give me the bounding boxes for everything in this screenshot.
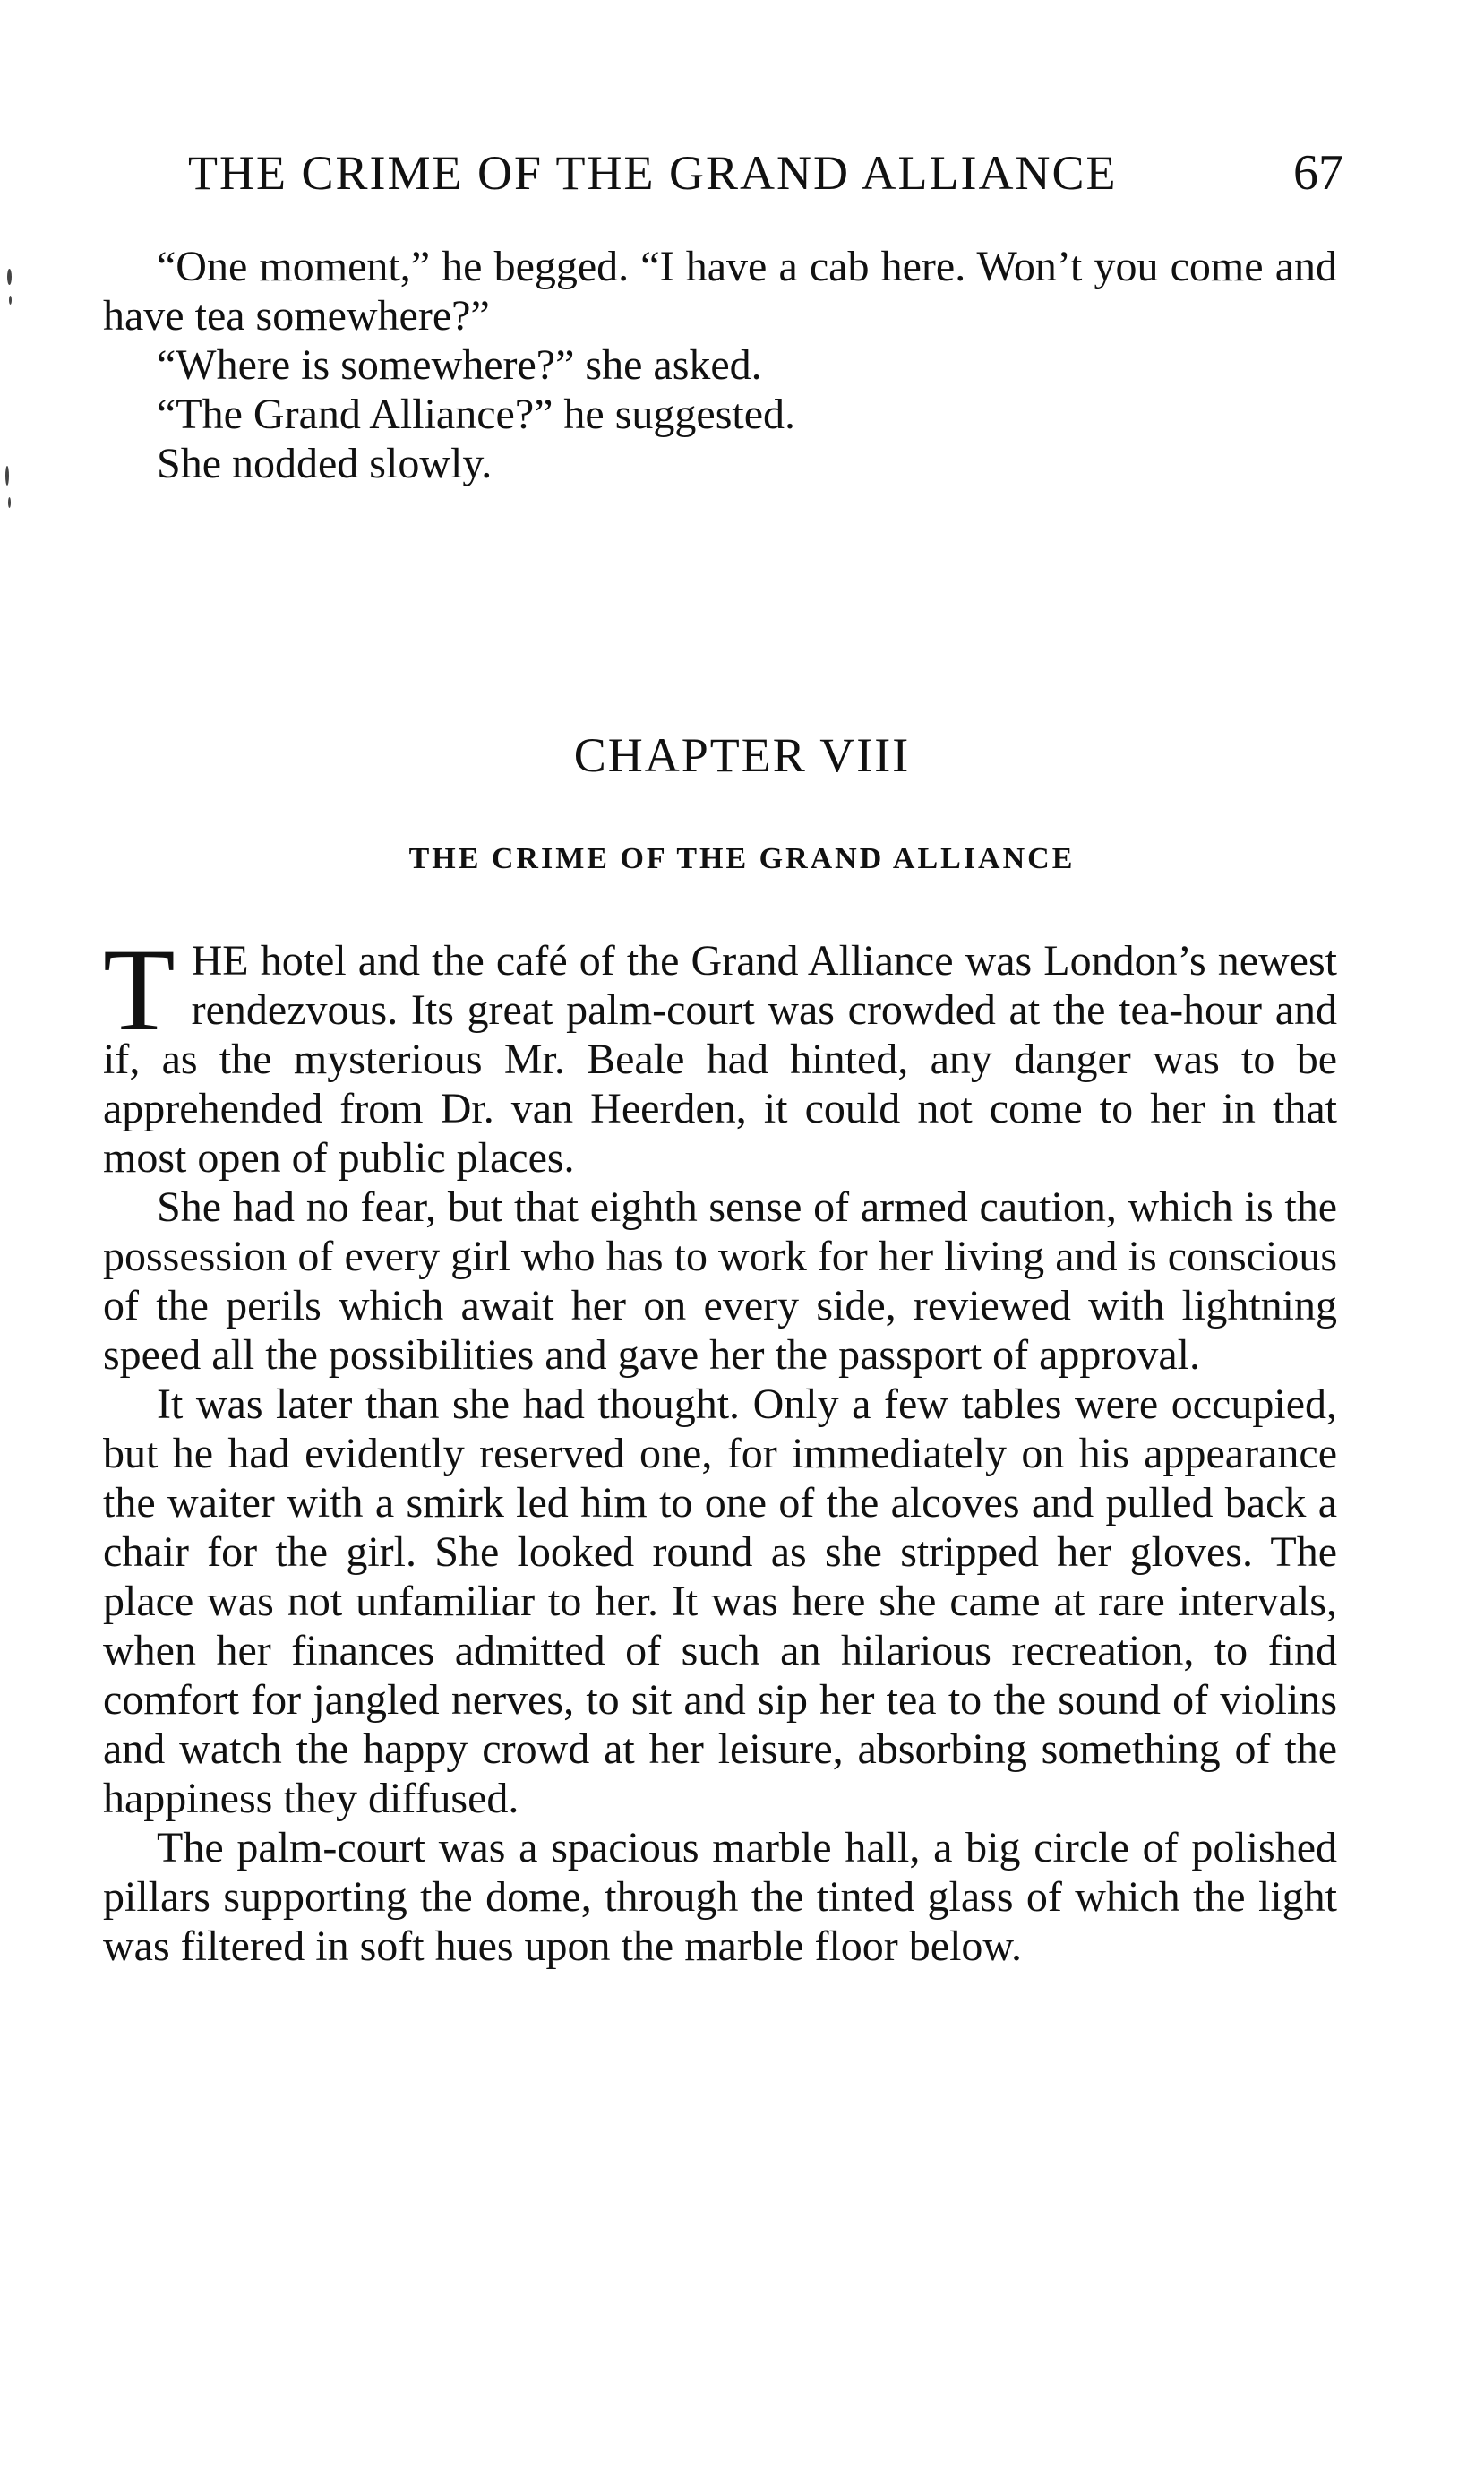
running-head: [188, 142, 1343, 204]
paragraph-text: hotel and the café of the Grand Alliance was London’s newest rendezvous. Its great palm-court was crowded at the tea-hour and if, as the mysterious Mr. Beale had hinted, any danger was to be apprehended from Dr. van Heerden, it could not come to her in that most open of public places.: [103, 937, 1337, 1182]
scan-speck: [7, 269, 12, 285]
dialogue-line: “One moment,” he begged. “I have a cab here. Won’t you come and have tea somewhere?”: [103, 243, 1337, 340]
chapter-title: THE CRIME OF THE GRAND ALLIANCE: [408, 842, 1076, 875]
scan-speck: [8, 497, 11, 508]
dialogue-line: She nodded slowly.: [157, 440, 493, 487]
paragraph: The palm-court was a spacious marble hall, a big circle of polished pillars supporting the dome, through the tinted glass of which the light was filtered in soft hues upon the marble floor below.: [103, 1824, 1337, 1970]
paragraph: She had no fear, but that eighth sense of armed caution, which is the possession of every girl who has to work for her living and is conscious of the perils which await her on every side, reviewed with lightning speed all the possibilities and gave her the passport of approval.: [103, 1183, 1337, 1379]
dialogue-line: “The Grand Alliance?” he suggested.: [157, 391, 796, 438]
opening-caps: HE: [191, 937, 249, 985]
chapter-heading: CHAPTER VIII: [573, 728, 911, 782]
scan-speck: [9, 296, 12, 305]
dialogue-line: “Where is somewhere?” she asked.: [157, 341, 762, 389]
paragraph: [103, 924, 1337, 1183]
running-head-title: THE CRIME OF THE GRAND ALLIANCE: [188, 146, 1118, 200]
drop-cap: T: [103, 924, 176, 1055]
paragraph: It was later than she had thought. Only a few tables were occupied, but he had evidently reserved one, for immediately on his appearance the waiter with a smirk led him to one of the alcoves and pulled back a chair for the girl. She looked round as she stripped her gloves. The place was not unfamiliar to her. It was here she came at rare intervals, when her finances admitted of such an hilarious recreation, to find comfort for jangled nerves, to sit and sip her tea to the sound of violins and watch the happy crowd at her leisure, absorbing something of the happiness they diffused.: [103, 1381, 1337, 1822]
page-number: 67: [1293, 145, 1343, 201]
dialogue-section: [103, 242, 1337, 488]
scan-speck: [5, 466, 9, 486]
chapter-body: [103, 924, 1337, 1971]
